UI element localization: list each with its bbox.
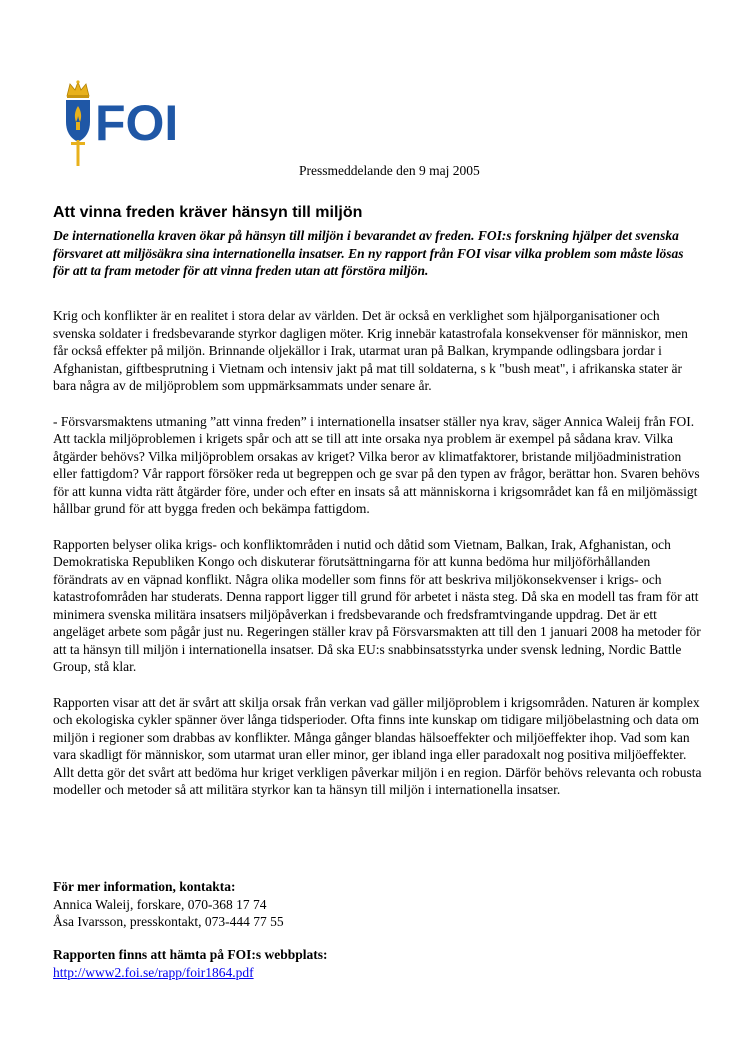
paragraph: Rapporten visar att det är svårt att skilja orsak från verkan vad gäller miljöproblem i krigsområden. Naturen är komplex och ekologiska cykler spänner över långa tidsperioder. Ofta finns inte kunskap om tidigare miljöbelastning och data om miljön i regioner som drabbas av konflikter. Många gånger blandas hälsoeffekter och miljöeffekter ihop. Vad som kan vara skadligt för människor, som utarmat uran eller minor, ger ibland inga eller paradoxalt nog positiva miljöeffekter. Allt detta gör det svårt att bedöma hur kriget verkligen påverkar miljön i en region. Därför behövs relevanta och robusta modeller och metoder så att militära styrkor kan ta hänsyn till miljön i internationella insatser.: [53, 694, 702, 797]
contact-block: [53, 878, 703, 931]
contact-heading: För mer information, kontakta:: [53, 879, 236, 894]
paragraph: Rapporten belyser olika krigs- och konfliktområden i nutid och dåtid som Vietnam, Balkan, Irak, Afghanistan, och Demokratiska Republiken Kongo och diskuterar förutsättningarna för att kunna bedöma hur miljöförhållanden förändrats av en väpnad konflikt. Några olika modeller som finns för att beskriva miljökonsekvenser i krigs- och katastrofområden har studerats. Denna rapport ligger till grund för arbetet i nästa steg. Då ska en modell tas fram för att minimera svenska militära insatsers miljöpåverkan i fredsbevarande och fredsframtvingande uppdrag. Det är ett angeläget arbete som pågår just nu. Regeringen ställer krav på Försvarsmakten att till den 1 januari 2008 ha metoder för att ta hänsyn till miljön i internationella insatser. Då ska EU:s snabbinsatsstyrka under svensk ledning, Nordic Battle Group, stå klar.: [53, 536, 701, 674]
foi-logo: [62, 80, 192, 170]
report-heading: Rapporten finns att hämta på FOI:s webbplats:: [53, 947, 328, 962]
report-block: [53, 946, 703, 981]
lead-paragraph: De internationella kraven ökar på hänsyn till miljön i bevarandet av freden. FOI:s forskning hjälper det svenska försvaret att miljösäkra sina internationella insatser. En ny rapport från FOI visar vilka problem som måste lösas för att ta fram metoder för att vinna freden utan att förstöra miljön.: [53, 228, 684, 278]
logo-text: FOI: [95, 95, 179, 151]
report-link[interactable]: http://www2.foi.se/rapp/foir1864.pdf: [53, 964, 254, 980]
dateline: Pressmeddelande den 9 maj 2005: [299, 163, 480, 178]
contact-line: Åsa Ivarsson, presskontakt, 073-444 77 55: [53, 914, 284, 929]
article-body: [53, 307, 703, 817]
page-title: Att vinna freden kräver hänsyn till miljön: [53, 204, 363, 221]
paragraph: - Försvarsmaktens utmaning ”att vinna freden” i internationella insatser ställer nya krav, säger Annica Waleij från FOI. Att tackla miljöproblemen i krigets spår och att se till att inte orsaka nya problem är exempel på sådana krav. Vilka åtgärder behövs? Vilka miljöproblem orsakas av kriget? Vilka beror av klimatfaktorer, bristande miljöadministration eller fattigdom? Vår rapport försöker reda ut begreppen och ge svar på den typen av frågor, berättar hon. Svaren behövs för att kunna vidta rätt åtgärder före, under och efter en insats så att människorna i krigsområdet kan få en miljömässigt hållbar grund för att bygga freden och bekämpa fattigdom.: [53, 413, 700, 516]
paragraph: Krig och konflikter är en realitet i stora delar av världen. Det är också en verklighet som hjälporganisationer och svenska soldater i fredsbevarande styrkor dagligen möter. Krig innebär katastrofala konsekvenser för människor, men får också effekter på miljön. Brinnande oljekällor i Irak, utarmat uran på Balkan, krympande odlingsbara jordar i Afghanistan, giftbesprutning i Vietnam och intensiv jakt på mat till soldaterna, s k "bush meat", i afrikanska stater är bara några av de miljöproblem som uppmärksammats under senare år.: [53, 308, 688, 393]
foi-crown-torch-logo-icon: [62, 80, 192, 170]
contact-line: Annica Waleij, forskare, 070-368 17 74: [53, 896, 267, 912]
